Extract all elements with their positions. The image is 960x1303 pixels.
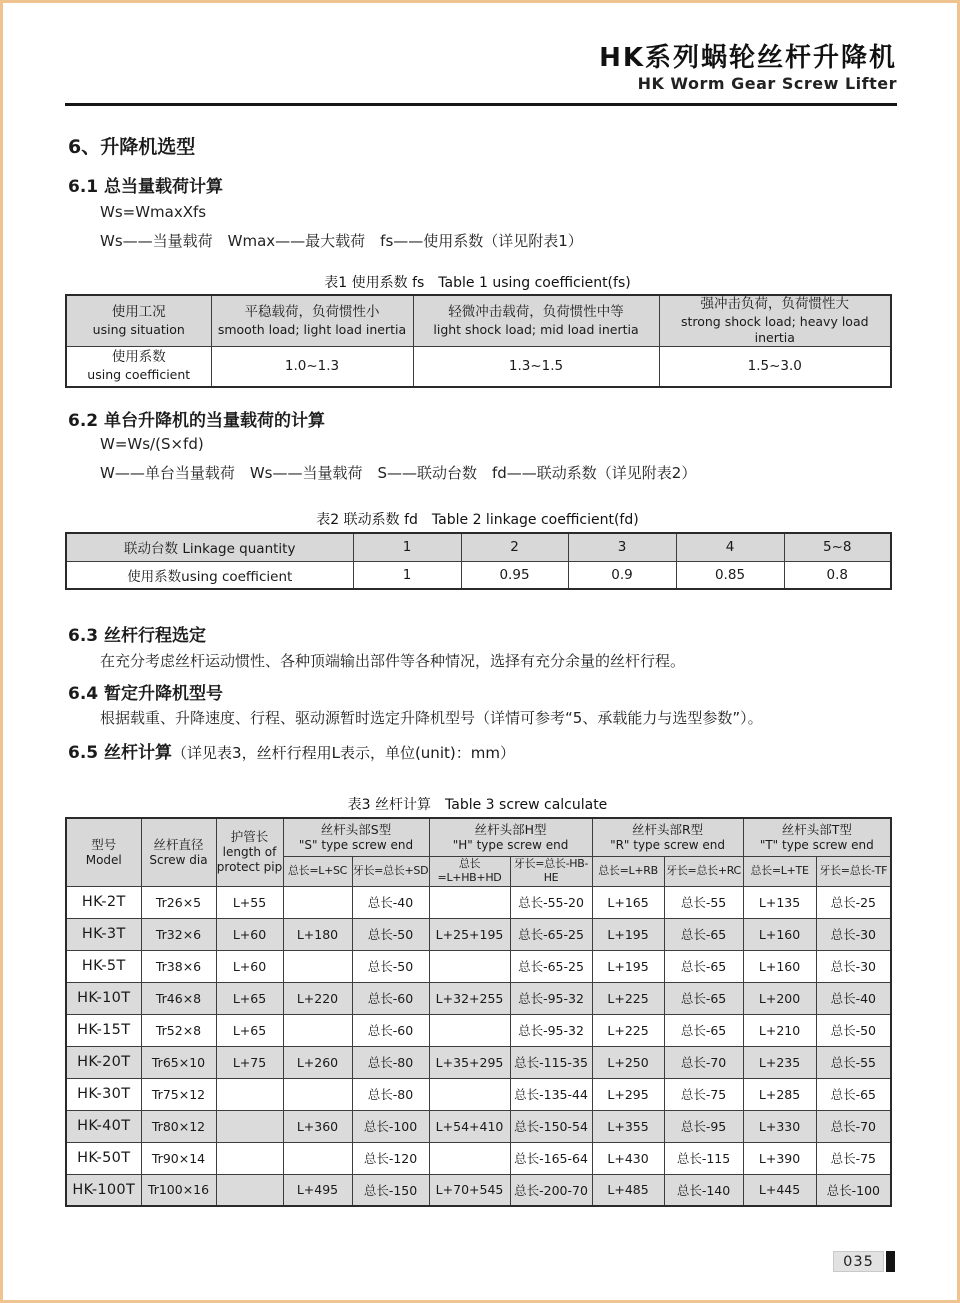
screw-value-cell: Tr26×5 bbox=[141, 886, 216, 918]
screw-value-cell: 总长-100 bbox=[352, 1110, 429, 1142]
table3-row bbox=[66, 1110, 891, 1142]
protect-pipe-header-en2: protect pip bbox=[216, 860, 283, 875]
screw-value-cell: 总长-95-32 bbox=[510, 982, 592, 1014]
screw-value-cell: L+250 bbox=[592, 1046, 664, 1078]
screw-value-cell: 总长-30 bbox=[816, 950, 891, 982]
screw-value-cell: Tr90×14 bbox=[141, 1142, 216, 1174]
header-label-en: light shock load; mid load inertia bbox=[433, 321, 639, 337]
screw-value-cell: L+260 bbox=[283, 1046, 352, 1078]
screw-value-cell: L+295 bbox=[592, 1078, 664, 1110]
table3-screw-calculate bbox=[65, 817, 892, 1207]
screw-value-cell bbox=[283, 886, 352, 918]
formula-ws: Ws=WmaxXfs bbox=[100, 203, 207, 221]
screw-value-cell: L+495 bbox=[283, 1174, 352, 1206]
screw-value-cell: L+195 bbox=[592, 950, 664, 982]
screw-value-cell: L+195 bbox=[592, 918, 664, 950]
screw-value-cell bbox=[216, 1174, 283, 1206]
using-coefficient-value: 0.9 bbox=[568, 561, 676, 589]
page-number: 035 bbox=[833, 1251, 884, 1272]
screw-value-cell: 总长-40 bbox=[816, 982, 891, 1014]
screw-value-cell: Tr100×16 bbox=[141, 1174, 216, 1206]
screw-value-cell: 总长-65 bbox=[664, 918, 743, 950]
section-6-4-body: 根据载重、升降速度、行程、驱动源暂时选定升降机型号（详情可参考“5、承载能力与选型参数”）。 bbox=[100, 709, 763, 727]
screw-value-cell: 总长-50 bbox=[816, 1014, 891, 1046]
screw-value-cell: L+165 bbox=[592, 886, 664, 918]
table1-data-row bbox=[66, 347, 891, 387]
screw-value-cell: 总长-65 bbox=[664, 1014, 743, 1046]
s-thread-length-formula: 牙长=总长+SD bbox=[352, 856, 429, 886]
screw-value-cell: L+54+410 bbox=[429, 1110, 510, 1142]
screw-value-cell: 总长-120 bbox=[352, 1142, 429, 1174]
linkage-quantity-value: 1 bbox=[353, 533, 461, 561]
table3-row bbox=[66, 982, 891, 1014]
screw-value-cell bbox=[429, 950, 510, 982]
section-6-5-title-note: （详见表3，丝杆行程用L表示，单位(unit)：mm） bbox=[172, 744, 515, 762]
r-type-header-en: "R" type screw end bbox=[610, 837, 726, 852]
header-rule bbox=[65, 103, 897, 106]
screw-value-cell: L+160 bbox=[743, 950, 816, 982]
screw-value-cell: L+135 bbox=[743, 886, 816, 918]
screw-value-cell: 总长-65 bbox=[664, 982, 743, 1014]
header-label-zh: 平稳载荷，负荷惯性小 bbox=[244, 304, 380, 321]
section-6-3-title: 6.3 丝杆行程选定 bbox=[68, 626, 207, 646]
r-type-header-zh: 丝杆头部R型 bbox=[631, 821, 704, 837]
screw-value-cell: L+330 bbox=[743, 1110, 816, 1142]
screw-value-cell: 总长-40 bbox=[352, 886, 429, 918]
h-type-group-header bbox=[429, 818, 592, 856]
screw-value-cell: 总长-70 bbox=[816, 1110, 891, 1142]
section-6-3-body: 在充分考虑丝杆运动惯性、各种顶端输出部件等各种情况，选择有充分余量的丝杆行程。 bbox=[100, 652, 686, 670]
header-label-en: using situation bbox=[92, 321, 185, 337]
h-thread-length-formula: 牙长=总长-HB-HE bbox=[510, 856, 592, 886]
screw-value-cell: L+70+545 bbox=[429, 1174, 510, 1206]
screw-value-cell: L+430 bbox=[592, 1142, 664, 1174]
section-6-title: 6、升降机选型 bbox=[68, 136, 196, 158]
page-number-bar bbox=[886, 1251, 895, 1272]
screw-value-cell: 总长-50 bbox=[352, 950, 429, 982]
model-column-header bbox=[66, 818, 141, 886]
screw-value-cell: 总长-80 bbox=[352, 1078, 429, 1110]
screw-value-cell: 总长-150 bbox=[352, 1174, 429, 1206]
using-coefficient-value: 0.95 bbox=[461, 561, 568, 589]
section-6-2-title: 6.2 单台升降机的当量载荷的计算 bbox=[68, 411, 326, 431]
table3-row bbox=[66, 1078, 891, 1110]
header-label-en: strong shock load; heavy load inertia bbox=[680, 313, 869, 345]
screw-value-cell: L+445 bbox=[743, 1174, 816, 1206]
screw-value-cell: L+390 bbox=[743, 1142, 816, 1174]
table3-row bbox=[66, 886, 891, 918]
screw-value-cell: 总长-140 bbox=[664, 1174, 743, 1206]
protect-pipe-header-en1: length of bbox=[222, 845, 277, 860]
model-cell: HK-15T bbox=[66, 1014, 141, 1046]
screw-value-cell: L+35+295 bbox=[429, 1046, 510, 1078]
r-thread-length-formula: 牙长=总长+RC bbox=[664, 856, 743, 886]
screw-dia-column-header bbox=[141, 818, 216, 886]
t-total-length-formula: 总长=L+TE bbox=[743, 856, 816, 886]
screw-value-cell: 总长-60 bbox=[352, 1014, 429, 1046]
page-title-zh: HK系列蜗轮丝杆升降机 bbox=[599, 43, 897, 73]
screw-value-cell: L+25+195 bbox=[429, 918, 510, 950]
screw-value-cell: L+180 bbox=[283, 918, 352, 950]
table2-title: 表2 联动系数 fd Table 2 linkage coefficient(fd) bbox=[316, 512, 639, 528]
coefficient-value: 1.3~1.5 bbox=[413, 347, 659, 387]
model-cell: HK-2T bbox=[66, 886, 141, 918]
screw-value-cell: L+485 bbox=[592, 1174, 664, 1206]
t-type-header-zh: 丝杆头部T型 bbox=[781, 821, 852, 837]
model-cell: HK-20T bbox=[66, 1046, 141, 1078]
table1-header-cell bbox=[659, 295, 891, 347]
t-type-header-en: "T" type screw end bbox=[759, 837, 874, 852]
screw-value-cell: Tr80×12 bbox=[141, 1110, 216, 1142]
table1-row-label bbox=[66, 347, 211, 387]
table3-row bbox=[66, 1142, 891, 1174]
screw-value-cell: Tr32×6 bbox=[141, 918, 216, 950]
section-6-4-title: 6.4 暂定升降机型号 bbox=[68, 684, 224, 704]
screw-value-cell: L+75 bbox=[216, 1046, 283, 1078]
s-total-length-formula: 总长=L+SC bbox=[283, 856, 352, 886]
screw-value-cell: L+285 bbox=[743, 1078, 816, 1110]
screw-value-cell: Tr46×8 bbox=[141, 982, 216, 1014]
linkage-quantity-label: 联动台数 Linkage quantity bbox=[66, 533, 353, 561]
screw-value-cell: 总长-65-25 bbox=[510, 918, 592, 950]
using-coefficient-label: 使用系数using coefficient bbox=[66, 561, 353, 589]
protect-pipe-header-zh: 护管长 bbox=[230, 829, 269, 845]
screw-value-cell: L+220 bbox=[283, 982, 352, 1014]
screw-value-cell: L+200 bbox=[743, 982, 816, 1014]
t-thread-length-formula: 牙长=总长-TF bbox=[816, 856, 891, 886]
h-type-header-zh: 丝杆头部H型 bbox=[474, 821, 547, 837]
screw-value-cell bbox=[429, 886, 510, 918]
r-total-length-formula: 总长=L+RB bbox=[592, 856, 664, 886]
model-cell: HK-50T bbox=[66, 1142, 141, 1174]
screw-value-cell: 总长-80 bbox=[352, 1046, 429, 1078]
coefficient-value: 1.0~1.3 bbox=[211, 347, 413, 387]
model-cell: HK-3T bbox=[66, 918, 141, 950]
screw-value-cell: 总长-100 bbox=[816, 1174, 891, 1206]
model-cell: HK-10T bbox=[66, 982, 141, 1014]
screw-value-cell: 总长-200-70 bbox=[510, 1174, 592, 1206]
row-label-zh: 使用系数 bbox=[111, 349, 166, 366]
screw-value-cell: 总长-95-32 bbox=[510, 1014, 592, 1046]
using-coefficient-value: 1 bbox=[353, 561, 461, 589]
table1-header-cell bbox=[66, 295, 211, 347]
section-6-1-title: 6.1 总当量载荷计算 bbox=[68, 177, 224, 197]
table1-header-cell bbox=[211, 295, 413, 347]
coefficient-value: 1.5~3.0 bbox=[659, 347, 891, 387]
screw-value-cell: L+65 bbox=[216, 982, 283, 1014]
page-number-block bbox=[833, 1251, 897, 1272]
s-type-group-header bbox=[283, 818, 429, 856]
header-label-zh: 轻微冲击载荷，负荷惯性中等 bbox=[448, 304, 624, 321]
screw-value-cell: 总长-65 bbox=[816, 1078, 891, 1110]
screw-value-cell: 总长-115 bbox=[664, 1142, 743, 1174]
legend-w: W——单台当量载荷 Ws——当量载荷 S——联动台数 fd——联动系数（详见附表2） bbox=[100, 464, 697, 482]
header-label-zh: 使用工况 bbox=[111, 304, 166, 321]
screw-value-cell bbox=[429, 1014, 510, 1046]
section-6-5-title bbox=[68, 738, 515, 763]
screw-value-cell bbox=[429, 1078, 510, 1110]
screw-value-cell: 总长-135-44 bbox=[510, 1078, 592, 1110]
screw-value-cell bbox=[283, 1078, 352, 1110]
screw-value-cell: L+65 bbox=[216, 1014, 283, 1046]
table3-group-header-row bbox=[66, 818, 891, 856]
screw-value-cell: L+210 bbox=[743, 1014, 816, 1046]
table3-row bbox=[66, 950, 891, 982]
screw-value-cell: 总长-70 bbox=[664, 1046, 743, 1078]
row-label-en: using coefficient bbox=[87, 366, 191, 382]
header-label-en: smooth load; light load inertia bbox=[217, 321, 407, 337]
protect-pipe-column-header bbox=[216, 818, 283, 886]
table1-using-coefficient bbox=[65, 294, 892, 388]
h-type-header-en: "H" type screw end bbox=[452, 837, 569, 852]
model-cell: HK-30T bbox=[66, 1078, 141, 1110]
screw-value-cell bbox=[283, 1142, 352, 1174]
formula-w: W=Ws/(S×fd) bbox=[100, 435, 204, 453]
table1-header-cell bbox=[413, 295, 659, 347]
screw-value-cell: 总长-60 bbox=[352, 982, 429, 1014]
t-type-group-header bbox=[743, 818, 891, 856]
screw-value-cell: 总长-65 bbox=[664, 950, 743, 982]
table2-data-row bbox=[66, 561, 891, 589]
screw-value-cell: L+235 bbox=[743, 1046, 816, 1078]
screw-value-cell: 总长-115-35 bbox=[510, 1046, 592, 1078]
screw-value-cell bbox=[216, 1078, 283, 1110]
model-cell: HK-5T bbox=[66, 950, 141, 982]
screw-value-cell: L+355 bbox=[592, 1110, 664, 1142]
legend-ws: Ws——当量载荷 Wmax——最大载荷 fs——使用系数（详见附表1） bbox=[100, 232, 583, 250]
screw-value-cell: Tr75×12 bbox=[141, 1078, 216, 1110]
model-cell: HK-40T bbox=[66, 1110, 141, 1142]
screw-value-cell: 总长-25 bbox=[816, 886, 891, 918]
screw-value-cell: L+360 bbox=[283, 1110, 352, 1142]
screw-value-cell: 总长-75 bbox=[664, 1078, 743, 1110]
screw-value-cell: 总长-50 bbox=[352, 918, 429, 950]
screw-value-cell: L+32+255 bbox=[429, 982, 510, 1014]
screw-value-cell: 总长-55-20 bbox=[510, 886, 592, 918]
model-header-zh: 型号 bbox=[91, 836, 117, 852]
s-type-header-en: "S" type screw end bbox=[298, 837, 414, 852]
linkage-quantity-value: 3 bbox=[568, 533, 676, 561]
screw-value-cell: 总长-75 bbox=[816, 1142, 891, 1174]
table2-linkage-coefficient bbox=[65, 532, 892, 590]
s-type-header-zh: 丝杆头部S型 bbox=[320, 821, 392, 837]
screw-value-cell bbox=[283, 950, 352, 982]
table3-body bbox=[66, 886, 891, 1206]
screw-value-cell: 总长-30 bbox=[816, 918, 891, 950]
screw-value-cell: 总长-65-25 bbox=[510, 950, 592, 982]
screw-value-cell: 总长-95 bbox=[664, 1110, 743, 1142]
table3-row bbox=[66, 918, 891, 950]
model-cell: HK-100T bbox=[66, 1174, 141, 1206]
screw-value-cell bbox=[429, 1142, 510, 1174]
page-header bbox=[65, 44, 897, 93]
screw-value-cell: Tr38×6 bbox=[141, 950, 216, 982]
section-6-5-title-bold: 6.5 丝杆计算 bbox=[68, 743, 173, 763]
screw-value-cell: L+55 bbox=[216, 886, 283, 918]
header-label-zh: 强冲击负荷，负荷惯性大 bbox=[700, 296, 849, 312]
table1-header-row bbox=[66, 295, 891, 347]
screw-value-cell: L+225 bbox=[592, 982, 664, 1014]
linkage-quantity-value: 5~8 bbox=[784, 533, 891, 561]
screw-value-cell: 总长-55 bbox=[816, 1046, 891, 1078]
using-coefficient-value: 0.8 bbox=[784, 561, 891, 589]
screw-value-cell: 总长-165-64 bbox=[510, 1142, 592, 1174]
r-type-group-header bbox=[592, 818, 743, 856]
table2-header-row bbox=[66, 533, 891, 561]
h-total-length-formula: 总长=L+HB+HD bbox=[429, 856, 510, 886]
screw-value-cell: L+60 bbox=[216, 950, 283, 982]
page-title-en: HK Worm Gear Screw Lifter bbox=[637, 73, 897, 93]
using-coefficient-value: 0.85 bbox=[676, 561, 784, 589]
screw-value-cell bbox=[216, 1142, 283, 1174]
screw-value-cell: Tr52×8 bbox=[141, 1014, 216, 1046]
table3-title: 表3 丝杆计算 Table 3 screw calculate bbox=[347, 797, 608, 813]
model-header-en: Model bbox=[85, 852, 122, 867]
screw-value-cell bbox=[216, 1110, 283, 1142]
screw-dia-header-zh: 丝杆直径 bbox=[153, 836, 204, 852]
screw-value-cell: L+225 bbox=[592, 1014, 664, 1046]
table3-row bbox=[66, 1174, 891, 1206]
table3-row bbox=[66, 1046, 891, 1078]
linkage-quantity-value: 4 bbox=[676, 533, 784, 561]
screw-value-cell bbox=[283, 1014, 352, 1046]
screw-dia-header-en: Screw dia bbox=[149, 852, 208, 867]
table1-title: 表1 使用系数 fs Table 1 using coefficient(fs) bbox=[324, 275, 631, 291]
screw-value-cell: L+160 bbox=[743, 918, 816, 950]
linkage-quantity-value: 2 bbox=[461, 533, 568, 561]
screw-value-cell: 总长-150-54 bbox=[510, 1110, 592, 1142]
table3-row bbox=[66, 1014, 891, 1046]
screw-value-cell: L+60 bbox=[216, 918, 283, 950]
screw-value-cell: 总长-55 bbox=[664, 886, 743, 918]
screw-value-cell: Tr65×10 bbox=[141, 1046, 216, 1078]
